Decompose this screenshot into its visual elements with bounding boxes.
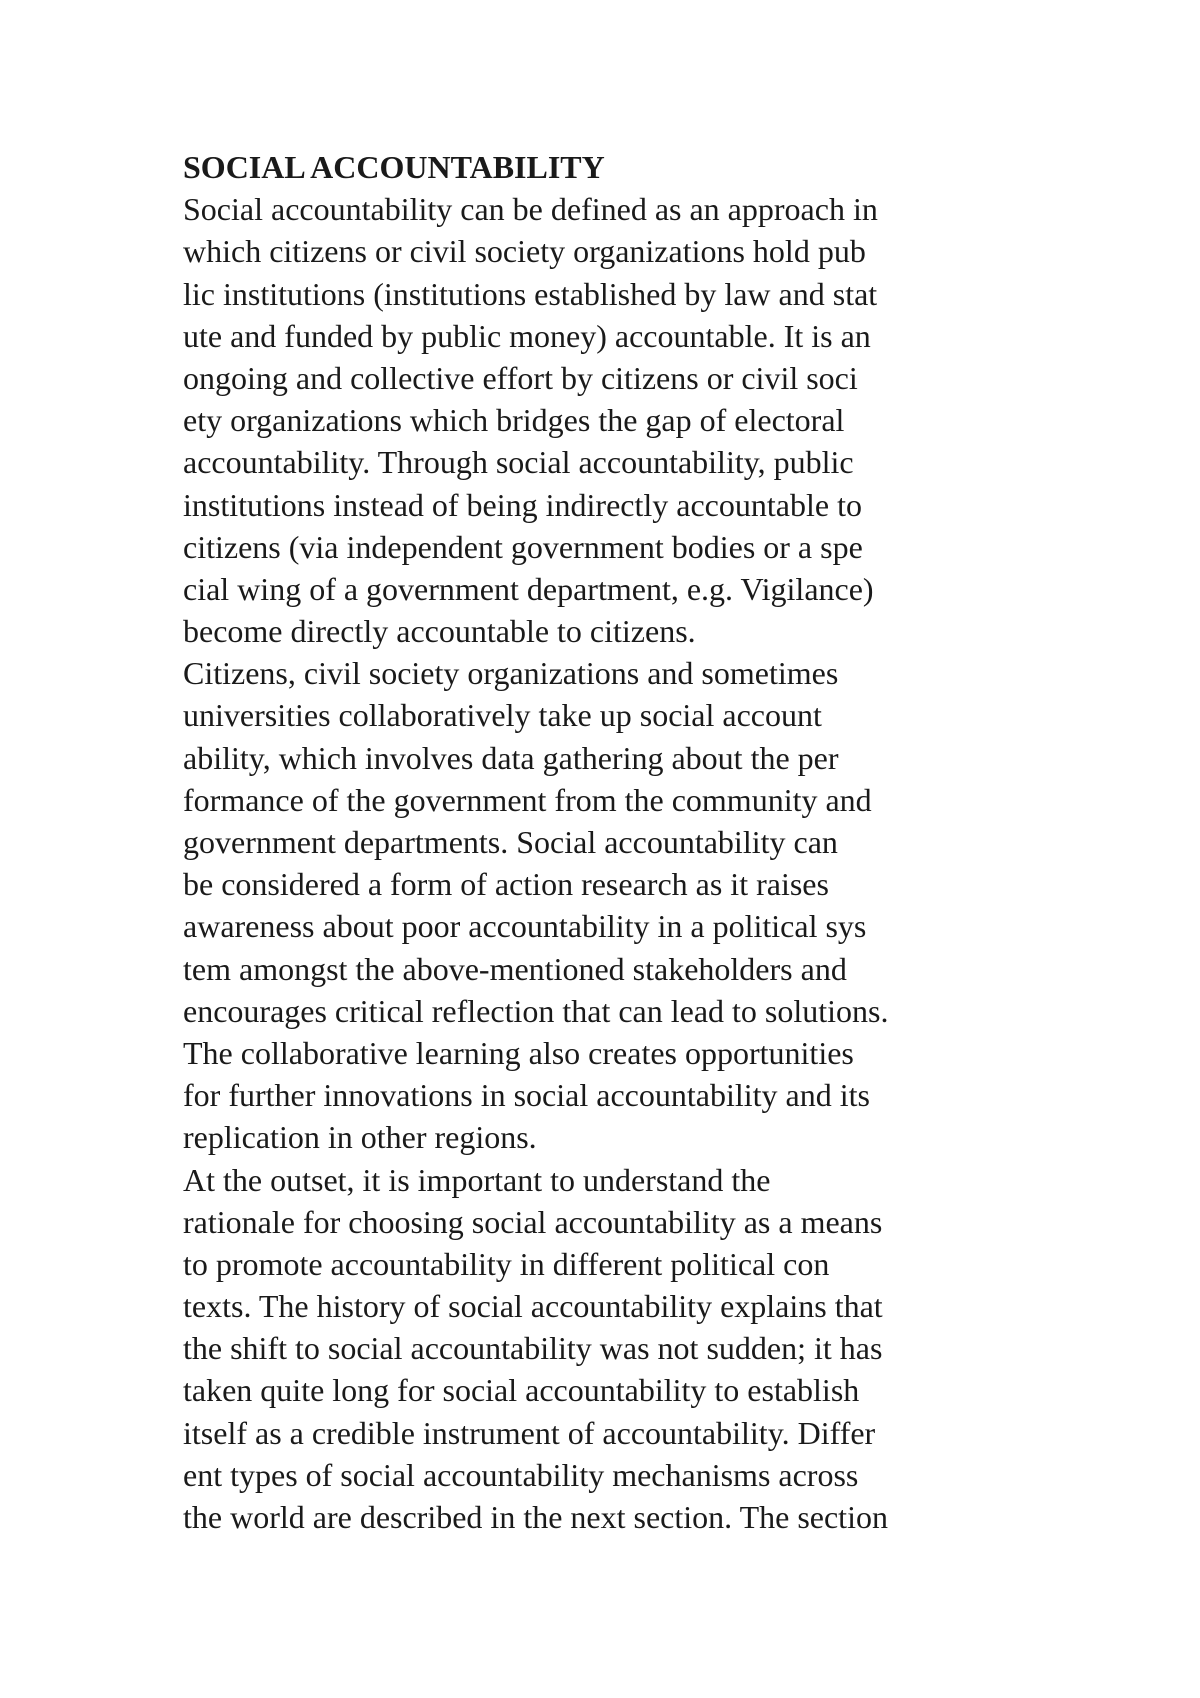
body-text bbox=[183, 146, 1043, 1538]
text-line: ety organizations which bridges the gap of electoral bbox=[183, 402, 845, 439]
text-line: itself as a credible instrument of accountability. Differ bbox=[183, 1414, 876, 1451]
text-line: encourages critical reflection that can lead to solutions. bbox=[183, 992, 889, 1029]
text-line: citizens (via independent government bodies or a spe bbox=[183, 528, 863, 565]
text-line: to promote accountability in different political con bbox=[183, 1245, 830, 1282]
text-line: Social accountability can be defined as an approach in bbox=[183, 191, 878, 228]
page-title: SOCIAL ACCOUNTABILITY bbox=[183, 149, 605, 185]
text-line: texts. The history of social accountability explains that bbox=[183, 1288, 883, 1325]
text-line: accountability. Through social accountability, public bbox=[183, 444, 854, 481]
text-line: awareness about poor accountability in a political sys bbox=[183, 908, 867, 945]
text-line: the world are described in the next section. The section bbox=[183, 1499, 888, 1535]
text-line: ability, which involves data gathering about the per bbox=[183, 739, 839, 776]
text-line: The collaborative learning also creates opportunities bbox=[183, 1034, 854, 1071]
text-line: cial wing of a government department, e.g. Vigilance) bbox=[183, 570, 874, 607]
text-line: tem amongst the above-mentioned stakeholders and bbox=[183, 950, 847, 987]
text-line: ongoing and collective effort by citizens or civil soci bbox=[183, 359, 858, 396]
text-line: rationale for choosing social accountability as a means bbox=[183, 1203, 883, 1240]
text-line: for further innovations in social accountability and its bbox=[183, 1077, 870, 1114]
text-line: lic institutions (institutions established by law and stat bbox=[183, 275, 878, 312]
text-line: ute and funded by public money) accountable. It is an bbox=[183, 317, 871, 354]
text-line: Citizens, civil society organizations and sometimes bbox=[183, 655, 839, 692]
text-line: become directly accountable to citizens. bbox=[183, 613, 696, 650]
text-line: replication in other regions. bbox=[183, 1119, 537, 1156]
text-line: institutions instead of being indirectly accountable to bbox=[183, 486, 862, 523]
text-line: government departments. Social accountability can bbox=[183, 824, 838, 860]
text-line: At the outset, it is important to understand the bbox=[183, 1161, 771, 1198]
text-line: be considered a form of action research as it raises bbox=[183, 866, 829, 903]
text-line: taken quite long for social accountability to establish bbox=[183, 1372, 860, 1409]
text-line: universities collaboratively take up social account bbox=[183, 697, 822, 734]
text-line: which citizens or civil society organizations hold pub bbox=[183, 233, 866, 270]
text-line: ent types of social accountability mechanisms across bbox=[183, 1456, 859, 1493]
text-line: the shift to social accountability was not sudden; it has bbox=[183, 1330, 883, 1367]
text-line: formance of the government from the community and bbox=[183, 781, 872, 818]
